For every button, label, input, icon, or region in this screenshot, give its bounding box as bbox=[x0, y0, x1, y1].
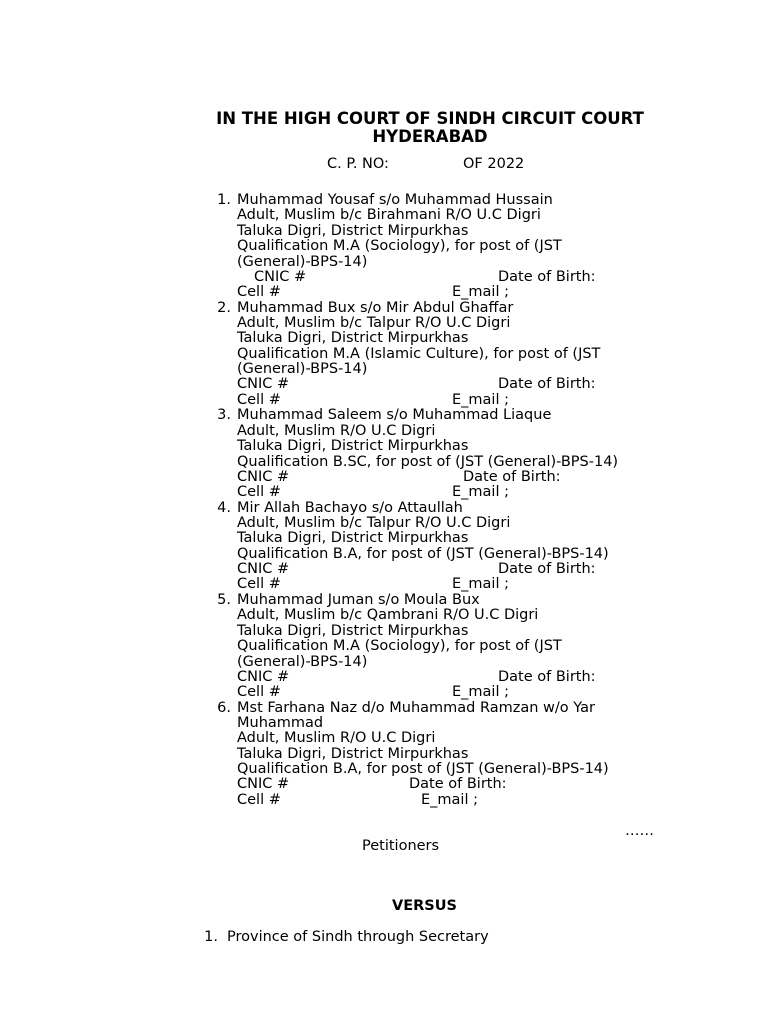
petitioner-address-2: Taluka Digri, District Mirpurkhas bbox=[237, 530, 469, 546]
versus-heading: VERSUS bbox=[392, 898, 457, 914]
court-title-line-2: HYDERABAD bbox=[372, 127, 488, 146]
cnic-label: CNIC # bbox=[237, 669, 290, 685]
list-number: 2. bbox=[217, 300, 231, 316]
petitioner-name: Muhammad Saleem s/o Muhammad Liaque bbox=[237, 407, 552, 423]
dots-leader: …… bbox=[625, 823, 654, 839]
petitioner-name: Muhammad Bux s/o Mir Abdul Ghaffar bbox=[237, 300, 514, 316]
dob-label: Date of Birth: bbox=[498, 669, 596, 685]
petitioner-address: Adult, Muslim R/O U.C Digri bbox=[237, 423, 436, 439]
petitioner-name-2: Muhammad bbox=[237, 715, 324, 731]
dob-label: Date of Birth: bbox=[463, 469, 561, 485]
dob-label: Date of Birth: bbox=[498, 376, 596, 392]
petitioner-qualification: Qualification M.A (Sociology), for post of (JST bbox=[237, 638, 562, 654]
email-label: E_mail ; bbox=[452, 284, 509, 300]
petitioner-name: Mir Allah Bachayo s/o Attaullah bbox=[237, 500, 463, 516]
dob-label: Date of Birth: bbox=[409, 776, 507, 792]
cell-label: Cell # bbox=[237, 792, 281, 808]
cell-label: Cell # bbox=[237, 484, 281, 500]
dob-label: Date of Birth: bbox=[498, 561, 596, 577]
email-label: E_mail ; bbox=[421, 792, 478, 808]
cell-label: Cell # bbox=[237, 284, 281, 300]
respondent-name: Province of Sindh through Secretary bbox=[227, 929, 489, 945]
list-number: 1. bbox=[217, 192, 231, 208]
petitioner-address-2: Taluka Digri, District Mirpurkhas bbox=[237, 746, 469, 762]
petitioner-qualification-2: (General)-BPS-14) bbox=[237, 654, 368, 670]
petitioner-qualification: Qualification B.A, for post of (JST (General)-BPS-14) bbox=[237, 546, 609, 562]
dob-label: Date of Birth: bbox=[498, 269, 596, 285]
email-label: E_mail ; bbox=[452, 392, 509, 408]
list-number: 5. bbox=[217, 592, 231, 608]
petitioner-name: Mst Farhana Naz d/o Muhammad Ramzan w/o Yar bbox=[237, 700, 595, 716]
petitioner-address: Adult, Muslim b/c Talpur R/O U.C Digri bbox=[237, 315, 511, 331]
cell-label: Cell # bbox=[237, 576, 281, 592]
petitioner-address-2: Taluka Digri, District Mirpurkhas bbox=[237, 438, 469, 454]
cnic-label: CNIC # bbox=[237, 561, 290, 577]
cp-year: OF 2022 bbox=[463, 156, 525, 172]
email-label: E_mail ; bbox=[452, 484, 509, 500]
petitioner-qualification-2: (General)-BPS-14) bbox=[237, 254, 368, 270]
list-number: 1. bbox=[204, 929, 218, 945]
petitioner-name: Muhammad Yousaf s/o Muhammad Hussain bbox=[237, 192, 553, 208]
cnic-label: CNIC # bbox=[237, 469, 290, 485]
petitioner-address: Adult, Muslim b/c Birahmani R/O U.C Digri bbox=[237, 207, 541, 223]
cell-label: Cell # bbox=[237, 684, 281, 700]
court-title-line-1: IN THE HIGH COURT OF SINDH CIRCUIT COURT bbox=[216, 109, 644, 128]
cnic-label: CNIC # bbox=[237, 376, 290, 392]
petitioner-qualification: Qualification M.A (Sociology), for post of (JST bbox=[237, 238, 562, 254]
petitioner-address-2: Taluka Digri, District Mirpurkhas bbox=[237, 330, 469, 346]
petitioner-address-2: Taluka Digri, District Mirpurkhas bbox=[237, 223, 469, 239]
email-label: E_mail ; bbox=[452, 684, 509, 700]
cnic-label: CNIC # bbox=[254, 269, 307, 285]
list-number: 6. bbox=[217, 700, 231, 716]
petitioner-qualification: Qualification M.A (Islamic Culture), for post of (JST bbox=[237, 346, 601, 362]
email-label: E_mail ; bbox=[452, 576, 509, 592]
list-number: 4. bbox=[217, 500, 231, 516]
list-number: 3. bbox=[217, 407, 231, 423]
petitioners-label: Petitioners bbox=[362, 838, 440, 854]
petitioner-name: Muhammad Juman s/o Moula Bux bbox=[237, 592, 480, 608]
cell-label: Cell # bbox=[237, 392, 281, 408]
petitioner-address: Adult, Muslim b/c Talpur R/O U.C Digri bbox=[237, 515, 511, 531]
petitioner-address: Adult, Muslim R/O U.C Digri bbox=[237, 730, 436, 746]
petitioner-qualification: Qualification B.SC, for post of (JST (General)-BPS-14) bbox=[237, 454, 619, 470]
cp-number-label: C. P. NO: bbox=[327, 156, 389, 172]
petitioner-qualification-2: (General)-BPS-14) bbox=[237, 361, 368, 377]
petitioner-qualification: Qualification B.A, for post of (JST (General)-BPS-14) bbox=[237, 761, 609, 777]
petitioner-address-2: Taluka Digri, District Mirpurkhas bbox=[237, 623, 469, 639]
petitioner-address: Adult, Muslim b/c Qambrani R/O U.C Digri bbox=[237, 607, 539, 623]
cnic-label: CNIC # bbox=[237, 776, 290, 792]
